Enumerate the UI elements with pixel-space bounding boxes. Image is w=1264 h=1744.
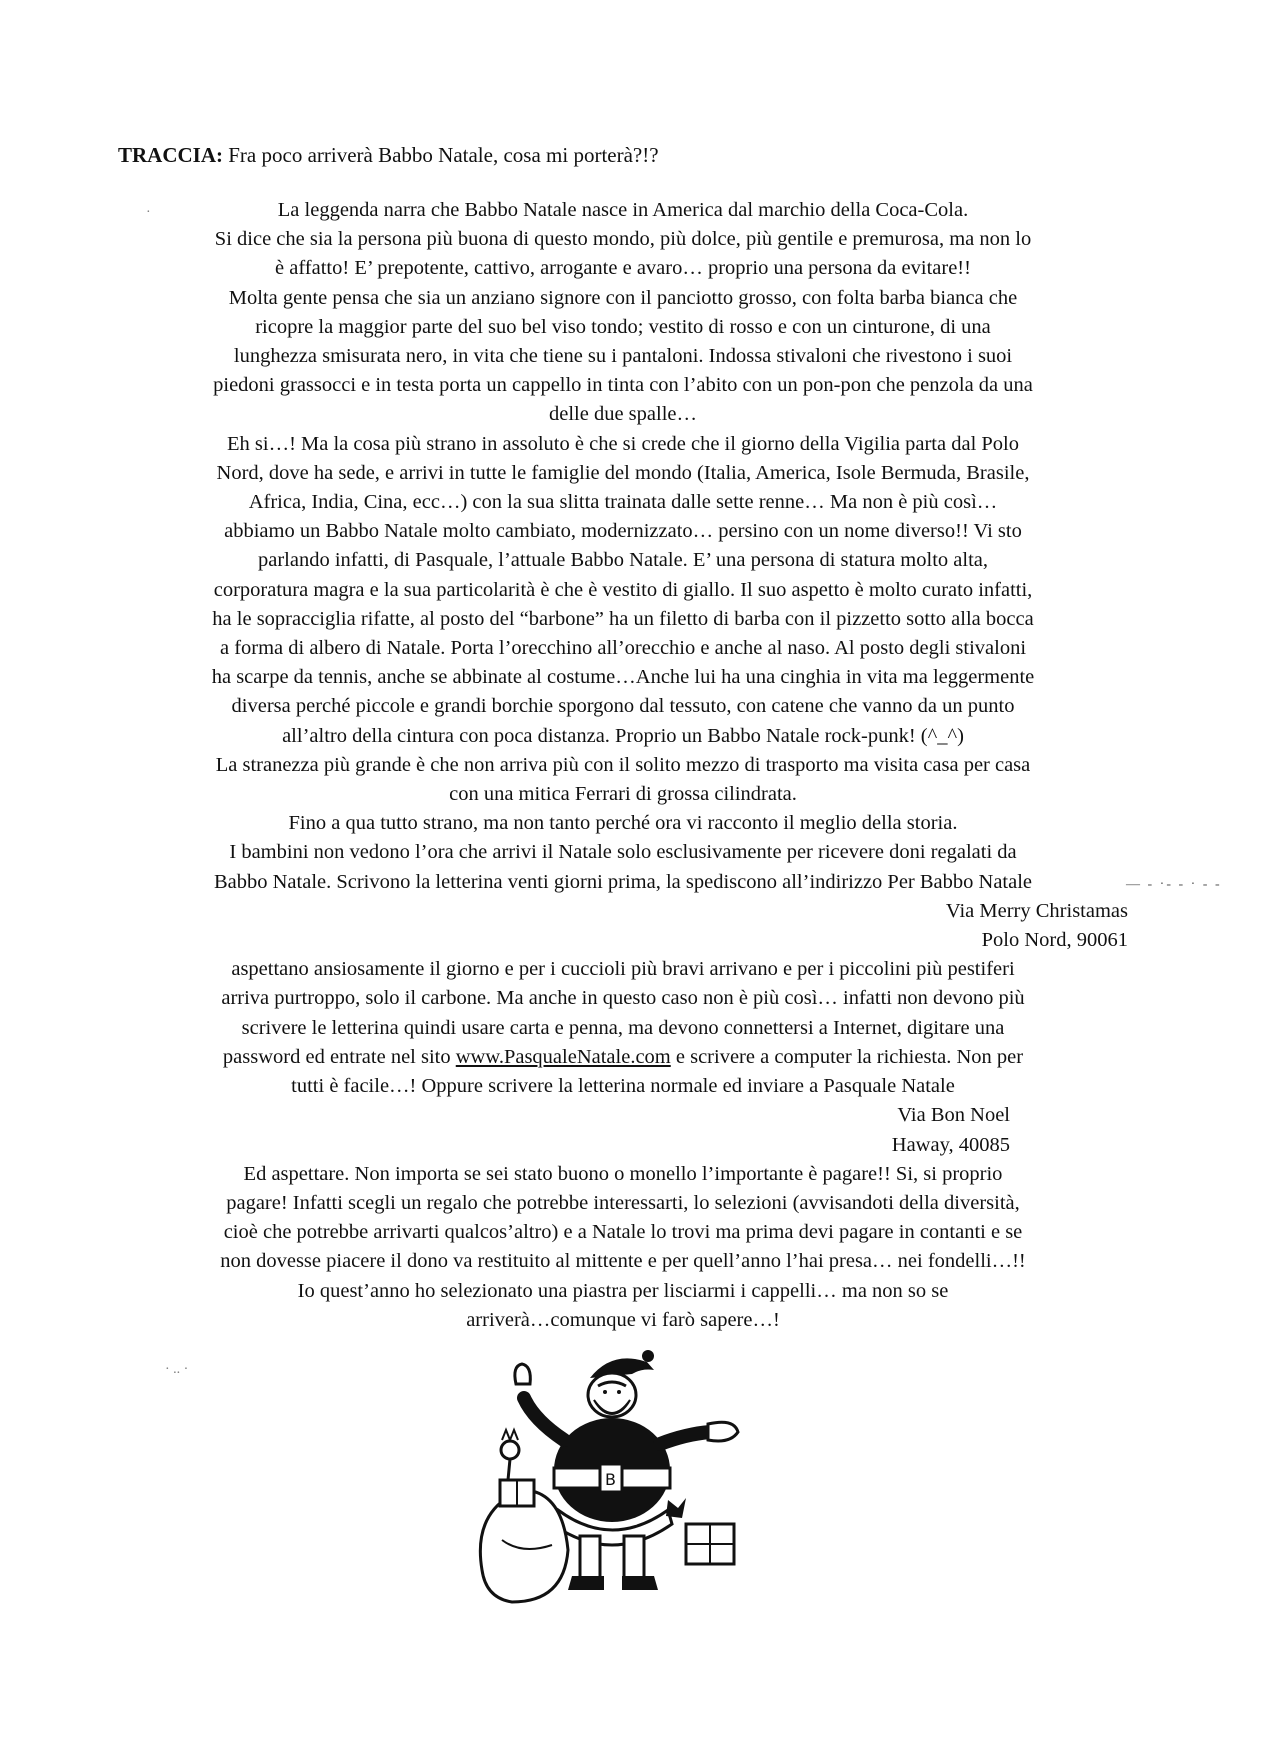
text-line: Io quest’anno ho selezionato una piastra per lisciarmi i cappelli… ma non so se [297,1279,949,1302]
text-line: all’altro della cintura con poca distanza. Proprio un Babbo Natale rock-punk! (^_^) [282,724,964,747]
text-line: arriverà…comunque vi farò sapere…! [466,1308,780,1331]
text-line: La leggenda narra che Babbo Natale nasce in America dal marchio della Coca-Cola. [277,199,969,221]
address-line: Via Bon Noel [897,1104,1010,1127]
text-line: La stranezza più grande è che non arriva più con il solito mezzo di trasporto ma visita casa per casa [215,753,1031,776]
text-line: delle due spalle… [548,403,697,426]
text-line: Si dice che sia la persona più buona di questo mondo, più dolce, più gentile e premurosa, ma non lo [214,228,1032,251]
text-line: Nord, dove ha sede, e arrivi in tutte le famiglie del mondo (Italia, America, Isole Bermuda, Brasile, [216,461,1030,484]
scan-speck: · [146,205,151,220]
scan-mark: — - ·- - · - - [1126,877,1222,892]
text-line: Africa, India, Cina, ecc…) con la sua slitta trainata dalle sette renne… Ma non è più così… [248,491,998,514]
text-line: Fino a qua tutto strano, ma non tanto perché ora vi racconto il meglio della storia. [288,812,958,835]
text-line: abbiamo un Babbo Natale molto cambiato, modernizzato… persino con un nome diverso!! Vi sto [224,520,1022,543]
text-line: a forma di albero di Natale. Porta l’orecchino all’orecchio e anche al naso. Al posto degli stivaloni [219,637,1027,660]
text-line: cioè che potrebbe arrivarti qualcos’altro) e a Natale lo trovi ma prima devi pagare in contanti e se [223,1221,1023,1244]
text-line: aspettano ansiosamente il giorno e per i cuccioli più bravi arrivano e per i piccolini più pestiferi [231,958,1015,981]
text-line: Ed aspettare. Non importa se sei stato buono o monello l’importante è pagare!! Si, si proprio [243,1162,1003,1185]
document-body [118,196,1128,1335]
text-line: corporatura magra e la sua particolarità è che è vestito di giallo. Il suo aspetto è molto curato infatti, [213,578,1033,601]
text-line: Babbo Natale. Scrivono la letterina venti giorni prima, la spediscono all’indirizzo Per Babbo Natale [213,870,1033,893]
link-prefix: password ed entrate nel sito [222,1045,456,1068]
text-line: lunghezza smisurata nero, in vita che tiene su i pantaloni. Indossa stivaloni che rivestono i suoi [233,345,1013,368]
text-line: tutti è facile…! Oppure scrivere la letterina normale ed inviare a Pasquale Natale [291,1075,955,1098]
link-suffix: e scrivere a computer la richiesta. Non per [670,1045,1024,1068]
santa-claus-icon [472,1340,782,1620]
text-line: arriva purtroppo, solo il carbone. Ma anche in questo caso non è più così… infatti non devono più [221,987,1025,1010]
scan-speck: · .. · [165,1362,189,1377]
address-line: Via Merry Christamas [945,899,1128,922]
text-line: Molta gente pensa che sia un anziano signore con il panciotto grosso, con folta barba bianca che [228,286,1018,309]
text-line: ricopre la maggior parte del suo bel viso tondo; vestito di rosso e con un cinturone, di una [255,315,991,338]
text-line: scrivere le letterina quindi usare carta e penna, ma devono connettersi a Internet, digitare una [241,1016,1005,1039]
text-line-with-link [118,1043,1128,1072]
text-line: ha scarpe da tennis, anche se abbinate al costume…Anche lui ha una cinghia in vita ma leggermente [211,666,1035,689]
svg-text:B: B [605,1470,616,1489]
title-text: Fra poco arriverà Babbo Natale, cosa mi porterà?!? [228,143,659,167]
text-line: ha le sopracciglia rifatte, al posto del “barbone” ha un filetto di barba con il pizzetto sotto alla bocca [212,607,1034,630]
title-label: TRACCIA: [118,143,223,167]
text-line: pagare! Infatti scegli un regalo che potrebbe interessarti, lo selezioni (avvisandoti della diversità, [226,1191,1020,1214]
text-line: Eh si…! Ma la cosa più strano in assoluto è che si crede che il giorno della Vigilia parta dal Polo [227,432,1019,455]
text-line: non dovesse piacere il dono va restituito al mittente e per quell’anno l’hai presa… nei fondelli…!! [220,1250,1026,1273]
text-line: I bambini non vedono l’ora che arrivi il Natale solo esclusivamente per ricevere doni regalati da [229,841,1017,864]
text-line: piedoni grassocci e in testa porta un cappello in tinta con l’abito con un pon-pon che penzola da una [213,374,1033,397]
text-line: diversa perché piccole e grandi borchie sporgono dal tessuto, con catene che vanno da un punto [231,695,1015,718]
text-line: parlando infatti, di Pasquale, l’attuale Babbo Natale. E’ una persona di statura molto alta, [258,549,988,572]
address-line: Polo Nord, 90061 [981,929,1128,952]
document-title [118,143,659,168]
text-line: con una mitica Ferrari di grossa cilindrata. [449,783,797,806]
text-line: è affatto! E’ prepotente, cattivo, arrogante e avaro… proprio una persona da evitare!! [275,257,971,280]
address-line: Haway, 40085 [891,1133,1010,1156]
website-link[interactable]: www.PasqualeNatale.com [455,1045,671,1068]
